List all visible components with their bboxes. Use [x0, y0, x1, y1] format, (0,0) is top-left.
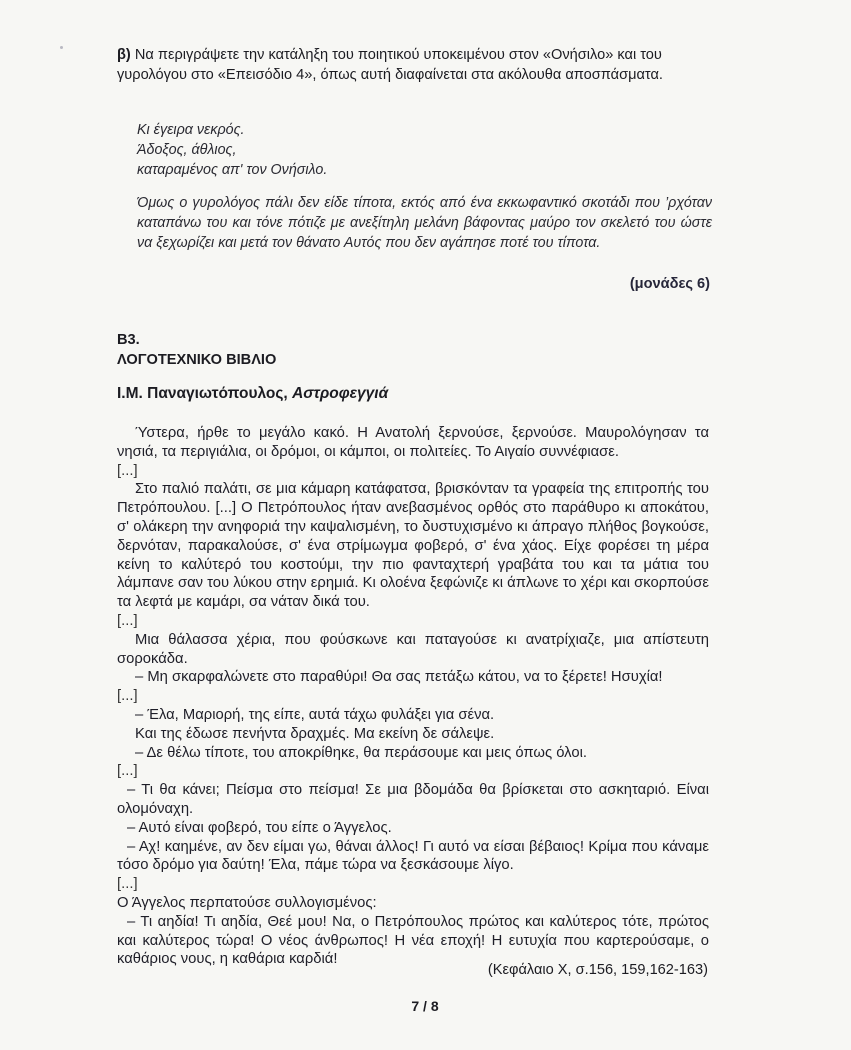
passage-paragraph: – Δε θέλω τίποτε, του αποκρίθηκε, θα περάσουμε και μεις όπως όλοι.: [135, 744, 587, 761]
passage-paragraph: – Αχ! καημένε, αν δεν είμαι γω, θάναι άλλος! Γι αυτό να είσαι βέβαιος! Κρίμα που κάναμε τόσο δρόμο για δαύτη! Έλα, πάμε τώρα να ξεσκάσουμε λίγο.: [117, 838, 709, 874]
ellipsis-marker: [...]: [117, 612, 138, 629]
ellipsis-marker: [...]: [117, 462, 138, 479]
passage-paragraph: – Τι θα κάνει; Πείσμα στο πείσμα! Σε μια βδομάδα θα βρίσκεται στο ασκηταριό. Είναι ολομόναχη.: [117, 782, 709, 817]
section-heading: [117, 330, 276, 370]
section-code: Β3.: [117, 332, 140, 348]
poem-line: καταραμένος απ' τον Ονήσιλο.: [137, 162, 328, 178]
question-b: [117, 45, 717, 85]
page-number: 7 / 8: [411, 998, 439, 1014]
literary-passage: [117, 424, 709, 969]
section-title: ΛΟΓΟΤΕΧΝΙΚΟ ΒΙΒΛΙΟ: [117, 352, 277, 368]
citation: (Κεφάλαιο Χ, σ.156, 159,162-163): [487, 962, 708, 978]
poem-line: Κι έγειρα νεκρός.: [137, 122, 245, 138]
ellipsis-marker: [...]: [117, 763, 138, 780]
passage-paragraph: – Τι αηδία! Τι αηδία, Θεέ μου! Να, ο Πετρόπουλος πρώτος και καλύτερος τότε, πρώτος και καλύτερος τώρα! Ο νέος άνθρωπος! Η νέα εποχή! Η ευτυχία που καρτερούσαμε, ο καθάριος νους, η καθάρια καρδιά!: [117, 913, 709, 968]
question-text: Να περιγράψετε την κατάληξη του ποιητικού υποκειμένου στον «Ονήσιλο» και του γυρολόγου στο «Επεισόδιο 4», όπως αυτή διαφαίνεται στα ακόλουθα αποσπάσματα.: [117, 47, 663, 83]
author-name: Ι.Μ. Παναγιωτόπουλος,: [117, 385, 288, 402]
passage-paragraph: Μια θάλασσα χέρια, που φούσκωνε και παταγούσε κι ανατρίχιαζε, μια απίστευτη σοροκάδα.: [117, 631, 709, 667]
passage-paragraph: – Αυτό είναι φοβερό, του είπε ο Άγγελος.: [127, 819, 392, 836]
passage-paragraph: – Μη σκαρφαλώνετε στο παραθύρι! Θα σας πετάξω κάτου, να το ξέρετε! Ησυχία!: [135, 669, 663, 686]
points-label: (μονάδες 6): [629, 276, 710, 292]
author-line: [117, 385, 388, 403]
passage-paragraph: Και της έδωσε πενήντα δραχμές. Μα εκείνη δε σάλεψε.: [135, 725, 495, 742]
poem-excerpt: [137, 120, 697, 180]
passage-paragraph: Ο Άγγελος περπατούσε συλλογισμένος:: [117, 894, 377, 911]
passage-paragraph: – Έλα, Μαριορή, της είπε, αυτά τάχω φυλάξει για σένα.: [135, 706, 495, 723]
passage-paragraph: Στο παλιό παλάτι, σε μια κάμαρη κατάφατσα, βρισκόνταν τα γραφεία της επιτροπής του Πετρόπουλου. [...] Ο Πετρόπουλος ήταν ανεβασμένος ορθός στο παράθυρο κι αποκάτου, σ' ολάκερη την ανηφοριά την καψαλισμένη, το δυστυχισμένο κι άπραγο πλήθος βογκούσε, δερνόταν, παρακαλούσε, σ' ένα στρίμωγμα φοβερό, σ' ένα χάος. Είχε φορέσει τη μέρα κείνη το καλύτερό του κοστούμι, την πιο φανταχτερή γραβάτα του και τα μάτια του λάμπανε σαν του λύκου στην ερημιά. Κι ολοένα ξεφώνιζε κι άπλωνε το χέρι και σκορπούσε τα λεφτά με καμάρι, σα νάταν δικά του.: [117, 481, 709, 611]
passage-paragraph: Ύστερα, ήρθε το μεγάλο κακό. Η Ανατολή ξερνούσε, ξερνούσε. Μαυρολόγησαν τα νησιά, τα περιγιάλια, οι δρόμοι, οι κάμποι, οι πολιτείες. Το Αιγαίο συννέφιασε.: [117, 425, 709, 460]
scan-speck: [60, 46, 63, 49]
prose-excerpt: Όμως ο γυρολόγος πάλι δεν είδε τίποτα, εκτός από ένα εκκωφαντικό σκοτάδι που ’ρχόταν καταπάνω του και τόνε πότιζε με ανεξίτηλη μελάνη βάφοντας μαύρο τον σκελετό του ώστε να ξεχωρίζει και μετά τον θάνατο Αυτός που δεν αγάπησε ποτέ του τίποτα.: [137, 195, 712, 251]
poem-line: Άδοξος, άθλιος,: [137, 142, 237, 158]
ellipsis-marker: [...]: [117, 688, 138, 705]
question-label: β): [117, 47, 131, 63]
work-title: Αστροφεγγιά: [292, 385, 389, 402]
ellipsis-marker: [...]: [117, 876, 138, 893]
